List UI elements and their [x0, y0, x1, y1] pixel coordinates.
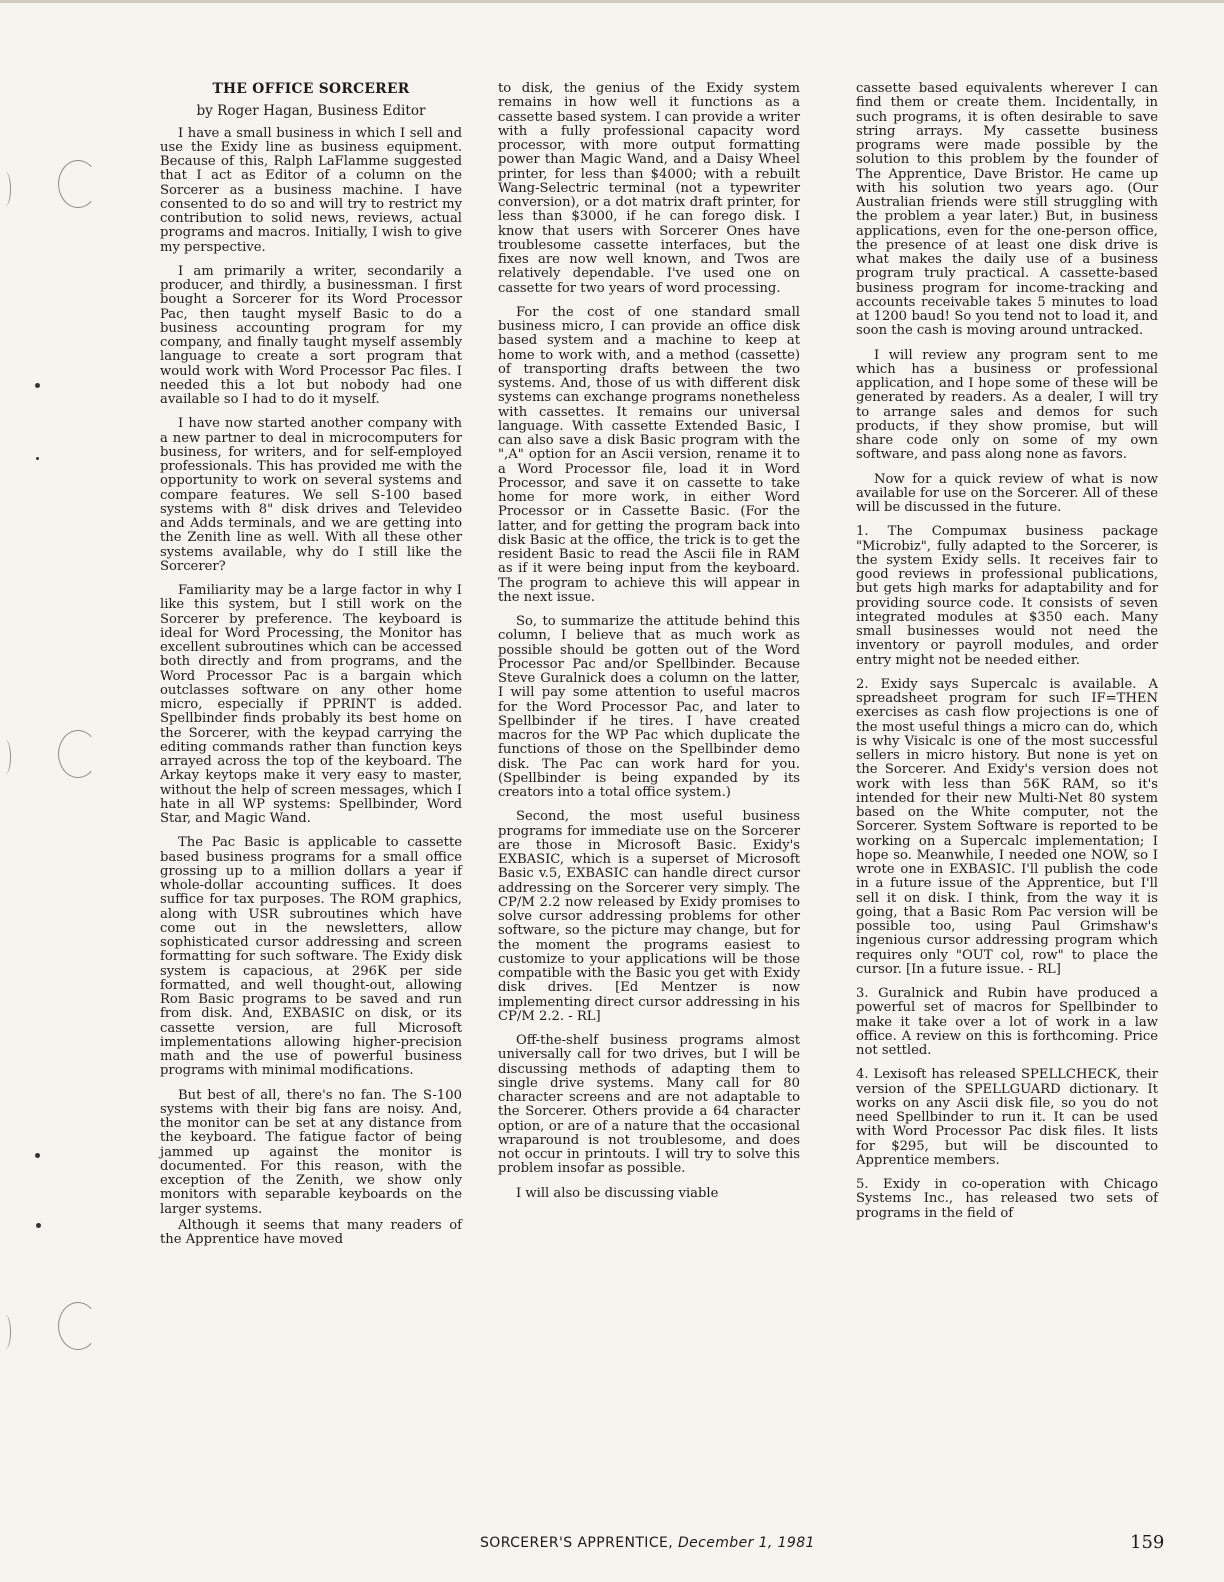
binder-hole: [58, 160, 98, 208]
scan-speck: [35, 383, 40, 388]
paragraph: Familiarity may be a large factor in why I like this system, but I still work on the Sorcerer by preference. The keyboard is ideal for Word Processing, the Monitor has excellent subroutines which can be accessed both directly and from programs, and the Word Processor Pac is a bargain which outclasses software on any other home micro, especially if PPRINT is added. Spellbinder finds probably its best home on the Sorcerer, with the keypad carrying the editing commands rather than function keys arrayed across the top of the keyboard. The Arkay keytops make it very easy to master, without the help of screen messages, which I hate in all WP systems: Spellbinder, Word Star, and Magic Wand.: [160, 583, 462, 826]
column-3: [856, 82, 1158, 1231]
paragraph: to disk, the genius of the Exidy system remains in how well it functions as a cassette based system. I can provide a writer with a fully professional capacity word processor, with more output formatting power than Magic Wand, and a Daisy Wheel printer, for less than $4000; with a rebuilt Wang-Selectric terminal (not a typewriter conversion), or a dot matrix draft printer, for less than $3000, if he can forego disk. I know that users with Sorcerer Ones have troublesome cassette interfaces, but the fixes are now well known, and Twos are relatively dependable. I've used one on cassette for two years of word processing.: [498, 81, 800, 296]
top-edge-line: [0, 0, 1224, 3]
page-number: 159: [1130, 1532, 1165, 1553]
paragraph: I have now started another company with a new partner to deal in microcomputers for business, for writers, and for self-employed professionals. This has provided me with the opportunity to work on several systems and compare features. We sell S-100 based systems with 8" disk drives and Televideo and Adds terminals, and we are getting into the Zenith line as well. With all these other systems available, why do I still like the Sorcerer?: [160, 416, 462, 574]
paragraph: I will review any program sent to me which has a business or professional application, and I hope some of these will be generated by readers. As a dealer, I will try to arrange sales and demos for such products, if they show promise, but will share code only on some of my own software, and pass along none as favors.: [856, 347, 1158, 463]
publication-name: SORCERER'S APPRENTICE,: [480, 1535, 674, 1551]
column-1: [160, 82, 462, 1257]
paragraph: Although it seems that many readers of the Apprentice have moved: [160, 1217, 462, 1247]
paragraph: Off-the-shelf business programs almost universally call for two drives, but I will be discussing methods of adapting them to single drive systems. Many call for 80 character screens and are not adaptable to the Sorcerer. Others provide a 64 character option, or are of a nature that the occasional wraparound is not troublesome, and does not occur in printouts. I will try to solve this problem insofar as possible.: [498, 1033, 800, 1177]
scan-speck: [36, 1223, 41, 1228]
paragraph: Second, the most useful business programs for immediate use on the Sorcerer are those in Microsoft Basic. Exidy's EXBASIC, which is a superset of Microsoft Basic v.5, EXBASIC can handle direct cursor addressing on the Sorcerer very simply. The CP/M 2.2 now released by Exidy promises to solve cursor addressing problems for other software, so the picture may change, but for the moment the programs easiest to customize to your applications will be those compatible with the Basic you get with Exidy disk drives. [Ed Mentzer is now implementing direct cursor addressing in his CP/M 2.2. - RL]: [498, 809, 800, 1024]
list-item: 4. Lexisoft has released SPELLCHECK, their version of the SPELLGUARD dictionary. It works on any Ascii disk file, so you do not need Spellbinder to run it. It can be used with Word Processor Pac disk files. It lists for $295, but will be discounted to Apprentice members.: [856, 1067, 1158, 1168]
list-item: 3. Guralnick and Rubin have produced a powerful set of macros for Spellbinder to make it take over a lot of work in a law office. A review on this is forthcoming. Price not settled.: [856, 986, 1158, 1058]
binder-hole-mark: [0, 740, 11, 774]
column-2: [498, 82, 800, 1211]
paragraph: Now for a quick review of what is now available for use on the Sorcerer. All of these will be discussed in the future.: [856, 471, 1158, 515]
list-item: 5. Exidy in co-operation with Chicago Systems Inc., has released two sets of programs in the field of: [856, 1177, 1158, 1221]
paragraph: The Pac Basic is applicable to cassette based business programs for a small office grossing up to a million dollars a year if whole-dollar accounting suffices. It does suffice for tax purposes. The ROM graphics, along with USR subroutines which have come out in the newsletters, allow sophisticated cursor addressing and screen formatting for such software. The Exidy disk system is capacious, at 296K per side formatted, and well thought-out, allowing Rom Basic programs to be saved and run from disk. And, EXBASIC on disk, or its cassette version, are full Microsoft implementations allowing higher-precision math and the use of powerful business programs with minimal modifications.: [160, 835, 462, 1079]
paragraph: I will also be discussing viable: [516, 1185, 719, 1201]
binder-hole: [58, 730, 98, 778]
paragraph: I am primarily a writer, secondarily a producer, and thirdly, a businessman. I first bought a Sorcerer for its Word Processor Pac, then taught myself Basic to do a business accounting program for my company, and finally taught myself assembly language to create a sort program that would work with Word Processor Pac files. I needed this a lot but nobody had one available so I had to do it myself.: [160, 263, 462, 407]
paragraph: I have a small business in which I sell and use the Exidy line as business equipment. Because of this, Ralph LaFlamme suggested that I act as Editor of a column on the Sorcerer as a business machine. I have consented to do so and will try to restrict my contribution to solid news, reviews, actual programs and macros. Initially, I wish to give my perspective.: [160, 125, 462, 255]
paragraph: So, to summarize the attitude behind this column, I believe that as much work as possible should be gotten out of the Word Processor Pac and/or Spellbinder. Because Steve Guralnick does a column on the latter, I will pay some attention to useful macros for the Word Processor Pac, and later to Spellbinder if he tires. I have created macros for the WP Pac which duplicate the functions of those on the Spellbinder demo disk. The Pac can work hard for you. (Spellbinder is being expanded by its creators into a total office system.): [498, 614, 800, 800]
paragraph: But best of all, there's no fan. The S-100 systems with their big fans are noisy. And, the monitor can be set at any distance from the keyboard. The fatigue factor of being jammed up against the monitor is documented. For this reason, with the exception of the Zenith, we show only monitors with separable keyboards on the larger systems.: [160, 1087, 462, 1217]
footer-publication: [480, 1535, 815, 1551]
scan-speck: [35, 1153, 40, 1158]
binder-hole-mark: [0, 172, 11, 206]
paragraph: For the cost of one standard small business micro, I can provide an office disk based system and a machine to keep at home to work with, and a method (cassette) of transporting drafts between the two systems. And, those of us with different disk systems can exchange programs nonetheless with cassettes. It remains our universal language. With cassette Extended Basic, I can also save a disk Basic program with the ",A" option for an Ascii version, rename it to a Word Processor file, load it in Word Processor, and save it on cassette to take home for more work, in either Word Processor or in Cassette Basic. (For the latter, and for getting the program back into disk Basic at the office, the trick is to get the resident Basic to read the Ascii file in RAM as if it were being input from the keyboard. The program to achieve this will appear in the next issue.: [498, 304, 800, 605]
article-title: THE OFFICE SORCERER: [212, 81, 410, 97]
scan-speck: [36, 457, 39, 460]
binder-hole: [58, 1302, 98, 1350]
list-item: 1. The Compumax business package "Microbiz", fully adapted to the Sorcerer, is the system Exidy sells. It receives fair to good reviews in professional publications, but gets high marks for adaptability and for providing source code. It consists of seven integrated modules at $350 each. Many small businesses would not need the inventory or payroll modules, and order entry might not be needed either.: [856, 524, 1158, 668]
publication-date: December 1, 1981: [677, 1535, 815, 1551]
paragraph: cassette based equivalents wherever I can find them or create them. Incidentally, in such programs, it is often desirable to save string arrays. My cassette business programs were made possible by the solution to this problem by the founder of The Apprentice, Dave Bristor. He came up with his solution two years ago. (Our Australian friends were still struggling with the problem a year later.) But, in business applications, even for the one-person office, the presence of at least one disk drive is what makes the daily use of a business program truly practical. A cassette-based business program for income-tracking and accounts receivable takes 5 minutes to load at 1200 baud! So you tend not to load it, and soon the cash is moving around untracked.: [856, 81, 1158, 339]
binder-hole-mark: [0, 1315, 11, 1349]
page-footer: [0, 1533, 1224, 1557]
list-item: 2. Exidy says Supercalc is available. A spreadsheet program for such IF=THEN exercises as cash flow projections is one of the most useful things a micro can do, which is why Visicalc is one of the most successful sellers in micro history. But none is yet on the Sorcerer. And Exidy's version does not work with less than 56K RAM, so it's intended for their new Multi-Net 80 system based on the White computer, not the Sorcerer. System Software is reported to be working on a Supercalc implementation; I hope so. Meanwhile, I needed one NOW, so I wrote one in EXBASIC. I'll publish the code in a future issue of the Apprentice, but I'll sell it on disk. I think, from the way it is going, that a Basic Rom Pac version will be possible too, using Paul Grimshaw's ingenious cursor addressing program which requires only "OUT col, row" to place the cursor. [In a future issue. - RL]: [856, 676, 1158, 977]
article-byline: by Roger Hagan, Business Editor: [196, 103, 426, 120]
